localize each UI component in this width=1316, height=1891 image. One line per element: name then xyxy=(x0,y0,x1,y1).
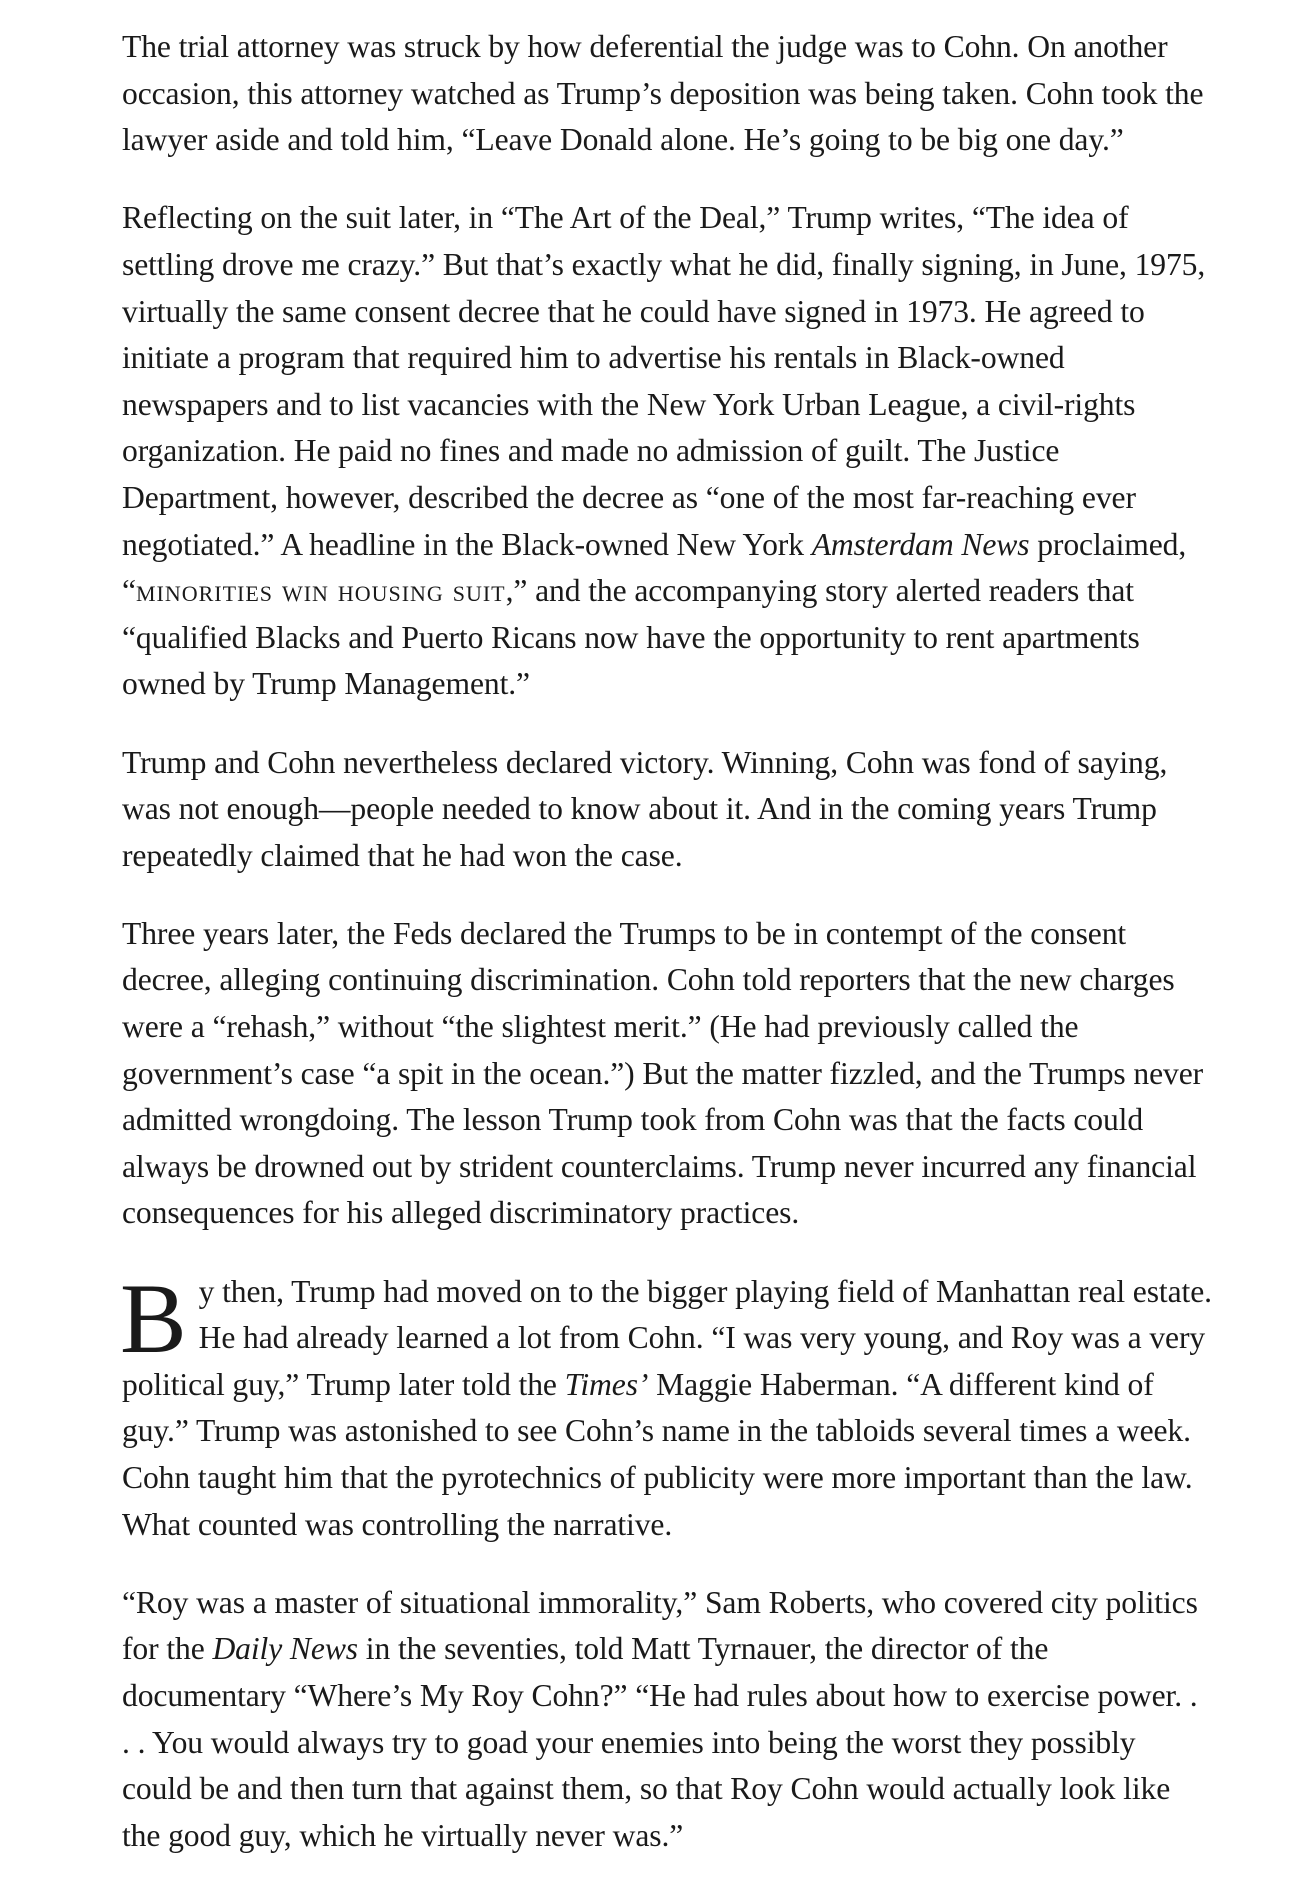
paragraph-trial-attorney xyxy=(122,24,1212,164)
publication-name-amsterdam-news: Amsterdam News xyxy=(811,526,1030,562)
paragraph-declared-victory xyxy=(122,740,1212,880)
paragraph-text: Reflecting on the suit later, in “The Art of the Deal,” Trump writes, “The idea of settling drove me crazy.” But that’s exactly what he did, finally signing, in June, 1975, virtually the same consent decree that he could have signed in 1973. He agreed to initiate a program that required him to advertise his rentals in Black-owned newspapers and to list vacancies with the New York Urban League, a civil-rights organization. He paid no fines and made no admission of guilt. The Justice Department, however, described the decree as “one of the most far-reaching ever negotiated.” A headline in the Black-owned New York xyxy=(122,200,1206,562)
paragraph-situational-immorality xyxy=(122,1580,1212,1860)
paragraph-text: The trial attorney was struck by how deferential the judge was to Cohn. On another occasion, this attorney watched as Trump’s deposition was being taken. Cohn took the lawyer aside and told him, “Leave Donald alone. He’s going to be big one day.” xyxy=(122,29,1204,158)
paragraph-text: ,” and the accompanying story alerted readers that “qualified Blacks and Puerto Ricans now have the opportunity to rent apartments owned by Trump Management.” xyxy=(122,573,1140,702)
drop-cap: B xyxy=(120,1262,187,1374)
paragraph-art-of-the-deal xyxy=(122,195,1212,708)
article-body xyxy=(122,24,1212,1891)
paragraph-text: Three years later, the Feds declared the Trumps to be in contempt of the consent decree, alleging continuing discrimination. Cohn told reporters that the new charges were a “rehash,” without “the slightest merit.” (He had previously called the government’s case “a spit in the ocean.”) But the matter fizzled, and the Trumps never admitted wrongdoing. The lesson Trump took from Cohn was that the facts could always be drowned out by strident counterclaims. Trump never incurred any financial consequences for his alleged discriminatory practices. xyxy=(122,915,1204,1231)
paragraph-text: y then, Trump had moved on to the bigger playing field of Manhattan real estate. He had already learned a lot from Cohn. “I was very young, and Roy was a very political guy,” Trump later told the xyxy=(122,1273,1212,1402)
paragraph-text: “Roy was a master of situational immorality,” Sam Roberts, who covered city politics for the xyxy=(122,1584,1198,1667)
headline-quote: minorities win housing suit xyxy=(135,573,506,609)
publication-name-times: Times’ xyxy=(564,1366,649,1402)
paragraph-text: Trump and Cohn nevertheless declared victory. Winning, Cohn was fond of saying, was not enough—people needed to know about it. And in the coming years Trump repeatedly claimed that he had won the case. xyxy=(122,744,1168,873)
paragraph-text: proclaimed, “ xyxy=(122,526,1187,609)
paragraph-text: in the seventies, told Matt Tyrnauer, the director of the documentary “Where’s My Roy Cohn?” “He had rules about how to exercise power. . . . You would always try to goad your enemies into being the worst they possibly could be and then turn that against them, so that Roy Cohn would actually look like the good guy, which he virtually never was.” xyxy=(122,1631,1198,1853)
paragraph-manhattan xyxy=(120,1262,1212,1549)
paragraph-contempt xyxy=(122,911,1212,1237)
paragraph-text: Maggie Haberman. “A different kind of guy.” Trump was astonished to see Cohn’s name in the tabloids several times a week. Cohn taught him that the pyrotechnics of publicity were more important than the law. What counted was controlling the narrative. xyxy=(122,1366,1193,1542)
publication-name-daily-news: Daily News xyxy=(212,1631,358,1667)
